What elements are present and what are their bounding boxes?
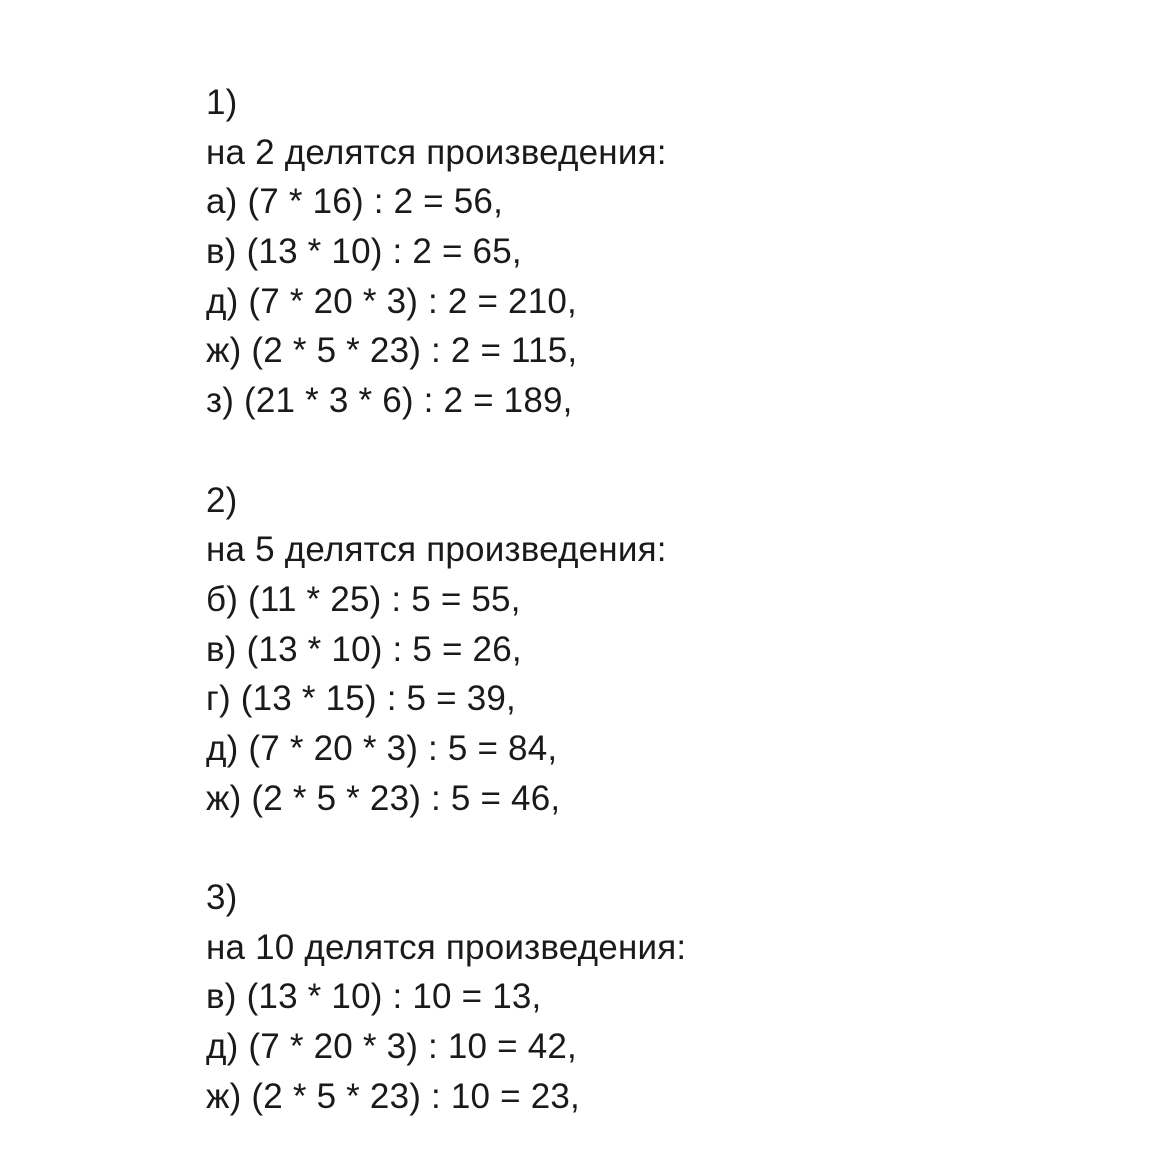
section-spacer xyxy=(206,426,1106,476)
equation-line: в) (13 * 10) : 2 = 65, xyxy=(206,232,522,272)
section-heading: на 10 делятся произведения: xyxy=(206,927,687,967)
equation-line: д) (7 * 20 * 3) : 10 = 42, xyxy=(206,1027,577,1067)
equation-line: б) (11 * 25) : 5 = 55, xyxy=(206,579,521,619)
equation-line: д) (7 * 20 * 3) : 5 = 84, xyxy=(206,728,558,768)
equation-line: ж) (2 * 5 * 23) : 2 = 115, xyxy=(206,331,578,371)
section-heading: на 2 делятся произведения: xyxy=(206,132,667,172)
equation-line: а) (7 * 16) : 2 = 56, xyxy=(206,182,504,222)
section-number: 3) xyxy=(206,878,238,917)
solution-text xyxy=(206,78,1106,1121)
section-3 xyxy=(206,873,1106,1121)
equation-line: ж) (2 * 5 * 23) : 5 = 46, xyxy=(206,778,561,818)
equation-line: з) (21 * 3 * 6) : 2 = 189, xyxy=(206,381,573,421)
section-number: 2) xyxy=(206,480,238,520)
section-heading: на 5 делятся произведения: xyxy=(206,530,667,570)
equation-line: ж) (2 * 5 * 23) : 10 = 23, xyxy=(206,1076,580,1116)
section-2 xyxy=(206,476,1106,824)
section-spacer xyxy=(206,823,1106,873)
section-number: 1) xyxy=(206,83,238,122)
equation-line: в) (13 * 10) : 10 = 13, xyxy=(206,977,542,1017)
equation-line: д) (7 * 20 * 3) : 2 = 210, xyxy=(206,281,577,321)
section-1 xyxy=(206,78,1106,426)
equation-line: г) (13 * 15) : 5 = 39, xyxy=(206,679,516,719)
equation-line: в) (13 * 10) : 5 = 26, xyxy=(206,629,522,669)
